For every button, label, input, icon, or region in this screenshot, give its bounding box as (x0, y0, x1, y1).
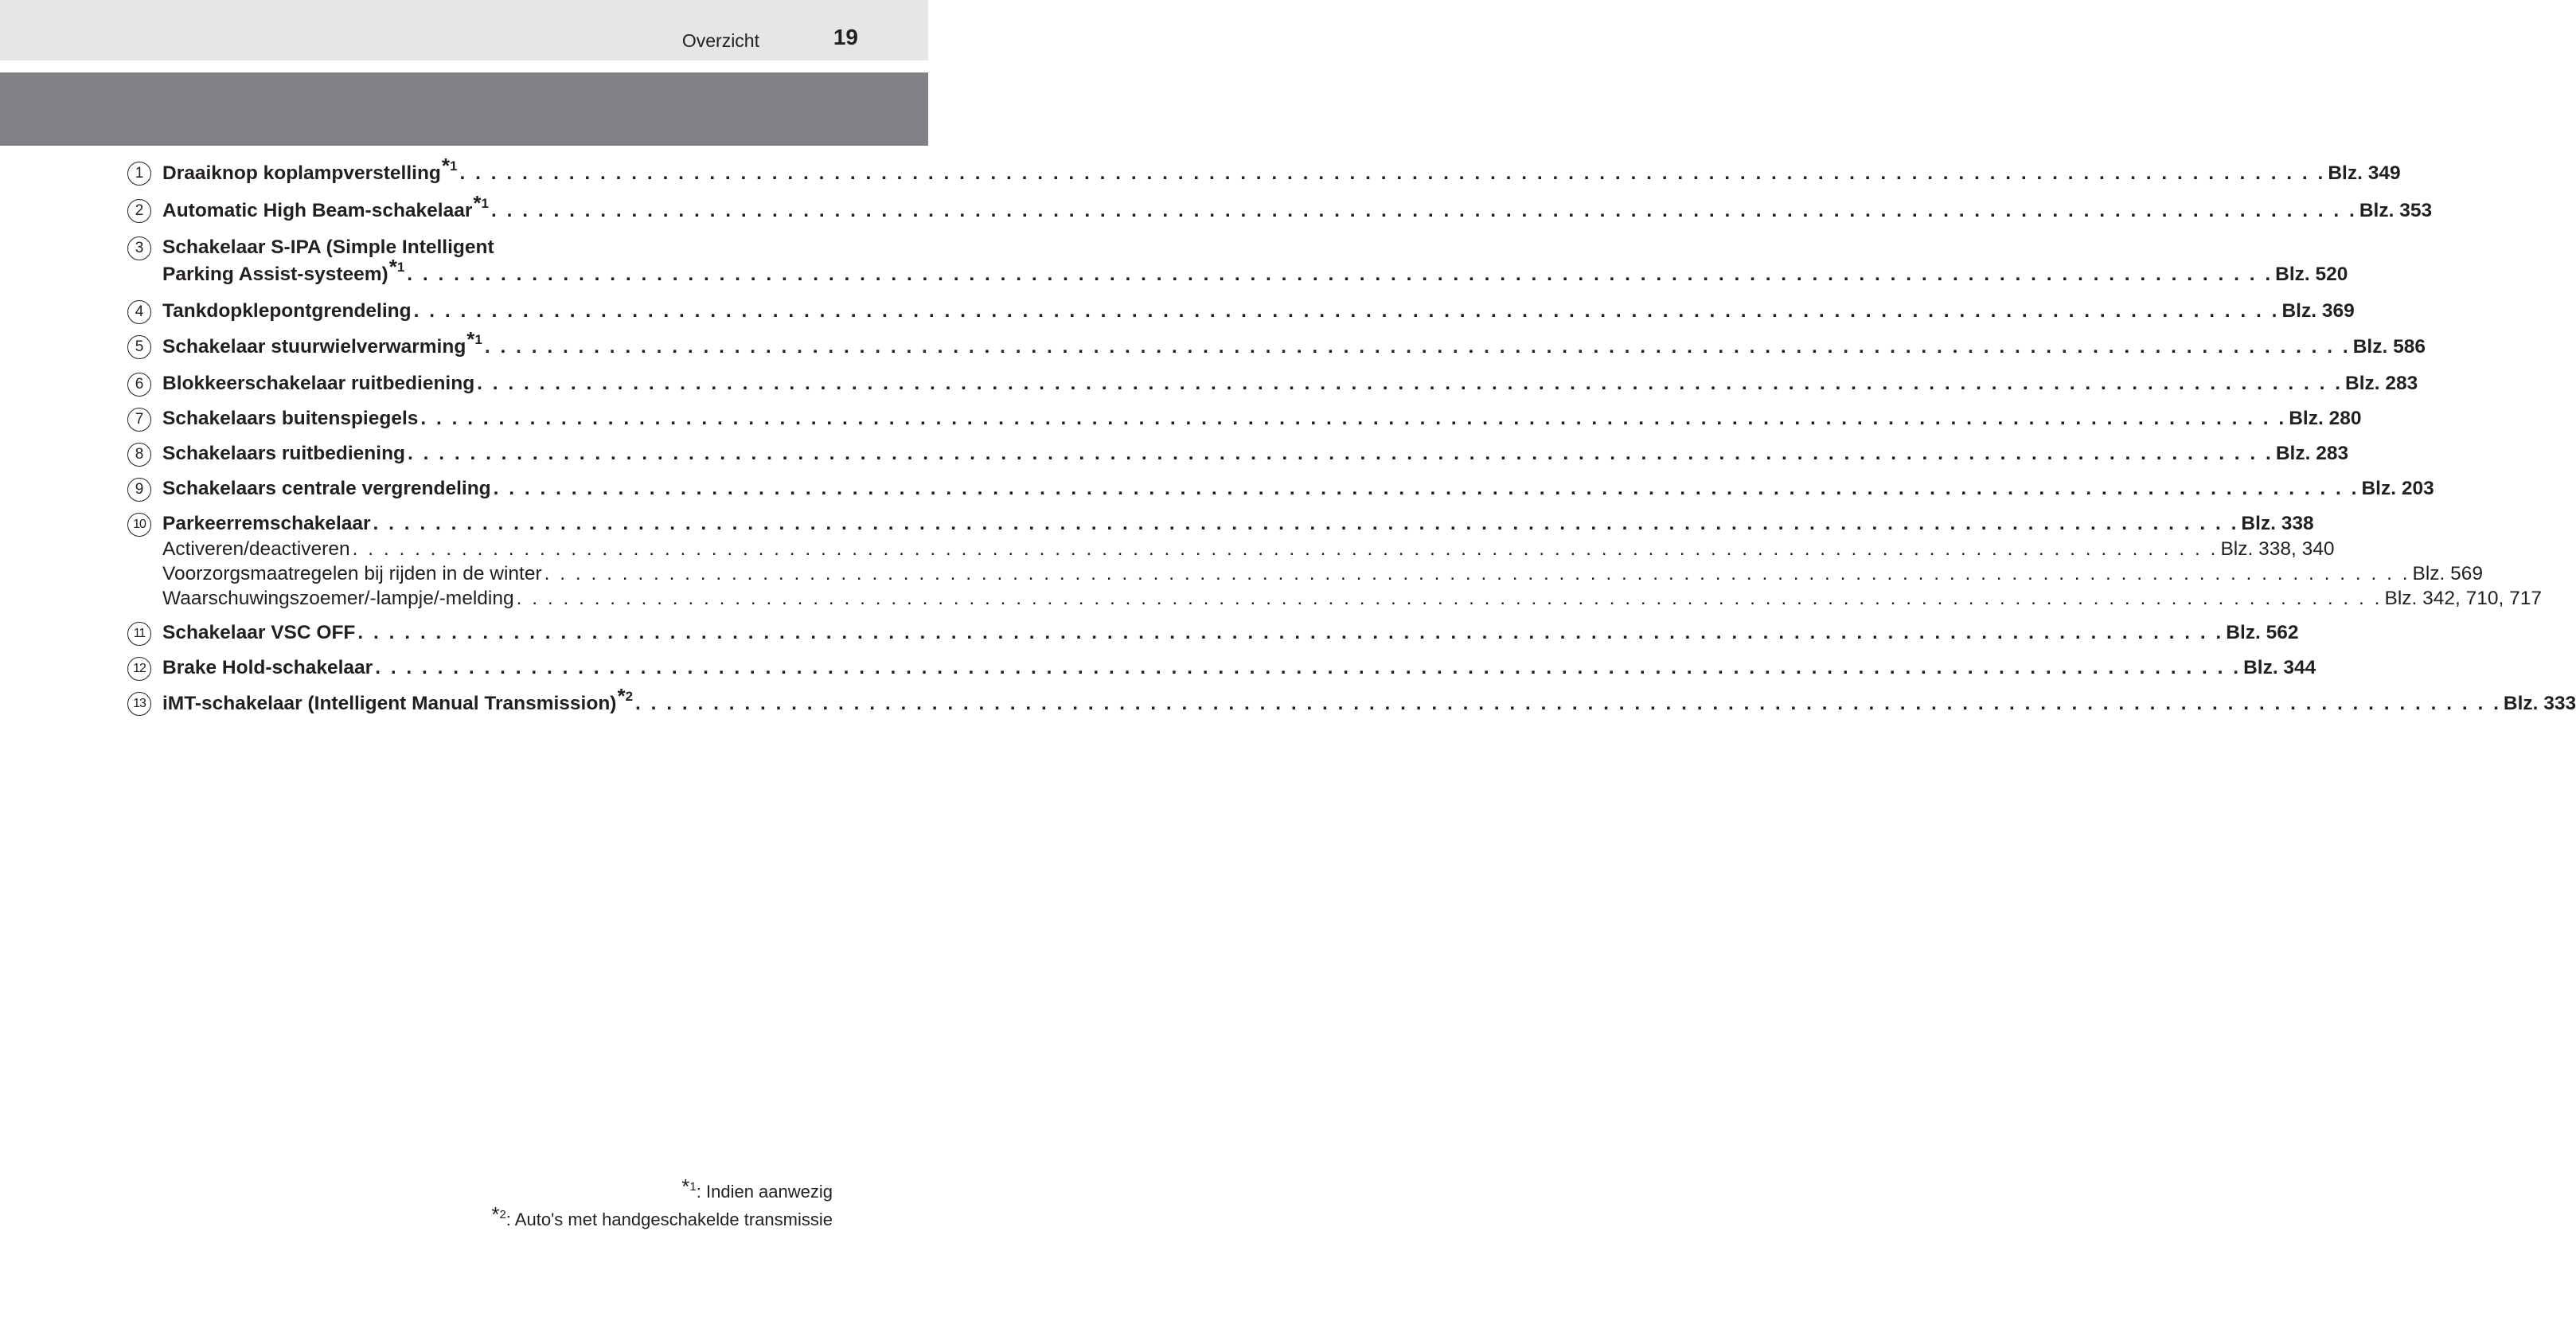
page-reference[interactable]: Blz. 342, 710, 717 (2384, 588, 2542, 609)
page-reference[interactable]: Blz. 586 (2352, 336, 2426, 358)
item-number-circle: 5 (127, 335, 151, 359)
entry-label-text: Schakelaar stuurwielverwarming (162, 336, 466, 358)
entry-line[interactable] (162, 510, 2314, 537)
footnote-marker (473, 191, 489, 215)
footnote-text: : Indien aanwezig (696, 1182, 833, 1202)
item-number-circle: 13 (127, 692, 151, 716)
entry-line (162, 234, 796, 260)
entry-label (162, 510, 371, 537)
entry-label-text: Tankdopklepontgrendeling (162, 300, 412, 322)
dot-leader: . . . . . . . . . . . . . . . . . . . . . . . . . . . . . . . . . . . . . . . . . . . . . . . . . . . . . . . . . . . . . . . . . . . . . . . . . . . . . . . . . . . . . . . . . . . . . . . . . . . . . . . . . . . . . . . . . . . . . . . . (459, 162, 2326, 184)
entry-label-text: Automatic High Beam-schakelaar (162, 200, 473, 221)
dot-leader: . . . . . . . . . . . . . . . . . . . . . . . . . . . . . . . . . . . . . . . . . . . . . . . . . . . . . . . . . . . . . . . . . . . . . . . . . . . . . . . . . . . . . . . . . . . . . . . . . . . . . . . . . . . . . . . . . . . . . . . . (516, 588, 2383, 609)
entry-label-text: Schakelaars buitenspiegels (162, 408, 419, 429)
item-number-circle: 1 (127, 162, 151, 186)
toc-entry (127, 234, 2348, 289)
entry-line[interactable] (162, 154, 2401, 188)
page-reference[interactable]: Blz. 333 (2503, 693, 2576, 714)
entry-label-text: Voorzorgsmaatregelen bij rijden in de winter (162, 563, 542, 584)
entry-label (162, 475, 491, 502)
page-reference[interactable]: Blz. 569 (2412, 563, 2484, 584)
footnote-mark (491, 1202, 506, 1226)
asterisk: * (473, 191, 482, 215)
entry-label-text: Draaiknop koplampverstelling (162, 162, 441, 184)
toc-entry (127, 619, 2299, 646)
toc-entry (127, 684, 2576, 718)
footnote-mark (681, 1174, 697, 1198)
item-number-circle: 11 (127, 622, 151, 646)
asterisk: * (681, 1174, 690, 1198)
entry-label-text: Parking Assist-systeem) (162, 264, 388, 285)
page-reference[interactable]: Blz. 369 (2281, 300, 2355, 322)
dot-leader: . . . . . . . . . . . . . . . . . . . . . . . . . . . . . . . . . . . . . . . . . . . . . . . . . . . . . . . . . . . . . . . . . . . . . . . . . . . . . . . . . . . . . . . . . . . . . . . . . . . . . . . . . . . . . . . . . . . . . . . . (635, 693, 2501, 714)
entry-label-text: Schakelaars ruitbediening (162, 443, 405, 464)
page-reference[interactable]: Blz. 344 (2243, 657, 2316, 678)
entry-label-text: Schakelaar S-IPA (Simple Intelligent (162, 236, 494, 258)
page-reference[interactable]: Blz. 283 (2345, 373, 2418, 394)
footnote (491, 1174, 833, 1206)
toc-entry (127, 405, 2362, 432)
dot-leader: . . . . . . . . . . . . . . . . . . . . . . . . . . . . . . . . . . . . . . . . . . . . . . . . . . . . . . . . . . . . . . . . . . . . . . . . . . . . . . . . . . . . . . . . . . . . . . . . . . . . . . . . . . . . . . . . . . . . . . . . (544, 563, 2410, 584)
page-reference[interactable]: Blz. 353 (2359, 200, 2433, 221)
item-number-circle: 12 (127, 657, 151, 681)
dot-leader: . . . . . . . . . . . . . . . . . . . . . . . . . . . . . . . . . . . . . . . . . . . . . . . . . . . . . . . . . . . . . . . . . . . . . . . . . . . . . . . . . . . . . . . . . . . . . . . . . . . . . . . . . . . . . . . . . . . . . . . . (357, 622, 2224, 643)
footnote-marker (617, 684, 634, 708)
toc-entry (127, 655, 2316, 681)
entry-line[interactable] (162, 655, 2316, 681)
footnote-text: : Auto's met handgeschakelde transmissie (505, 1210, 833, 1229)
entry-label-text: Waarschuwingszoemer/-lampje/-melding (162, 588, 514, 609)
dot-leader: . . . . . . . . . . . . . . . . . . . . . . . . . . . . . . . . . . . . . . . . . . . . . . . . . . . . . . . . . . . . . . . . . . . . . . . . . . . . . . . . . . . . . . . . . . . . . . . . . . . . . . . . . . . . . . . . . . . . . . . . (408, 443, 2274, 464)
footnote-number: 2 (499, 1208, 506, 1221)
footnote-number: 1 (396, 260, 405, 275)
page-reference[interactable]: Blz. 562 (2226, 622, 2299, 643)
entry-label (162, 255, 405, 289)
footnote-number: 1 (474, 332, 482, 347)
page-reference[interactable]: Blz. 203 (2361, 478, 2434, 499)
dot-leader: . . . . . . . . . . . . . . . . . . . . . . . . . . . . . . . . . . . . . . . . . . . . . . . . . . . . . . . . . . . . . . . . . . . . . . . . . . . . . . . . . . . . . . . . . . . . . . . . . . . . . . . . . . . . . . . . . . . . . . . . (413, 300, 2280, 322)
entry-label-text: Parkeerremschakelaar (162, 513, 371, 534)
asterisk: * (617, 684, 626, 708)
footnote-number: 1 (481, 196, 489, 211)
footnote-number: 1 (450, 158, 458, 174)
entry-line[interactable] (162, 191, 2433, 225)
sub-entry-line[interactable] (162, 586, 2542, 611)
footnotes (491, 1174, 833, 1234)
entry-line[interactable] (162, 327, 2426, 361)
entry-label-text: Brake Hold-schakelaar (162, 657, 373, 678)
entry-line[interactable] (162, 255, 2348, 289)
toc-entry (127, 154, 2401, 188)
entry-label (162, 440, 405, 467)
section-banner (0, 72, 928, 146)
entry-label (162, 537, 350, 561)
entry-label-text: Schakelaar VSC OFF (162, 622, 356, 643)
item-number-circle: 8 (127, 443, 151, 467)
toc-entry (127, 370, 2418, 397)
entry-label-text: Blokkeerschakelaar ruitbediening (162, 373, 475, 394)
toc-entry (127, 510, 2542, 611)
page-reference[interactable]: Blz. 338 (2241, 513, 2314, 534)
dot-leader: . . . . . . . . . . . . . . . . . . . . . . . . . . . . . . . . . . . . . . . . . . . . . . . . . . . . . . . . . . . . . . . . . . . . . . . . . . . . . . . . . . . . . . . . . . . . . . . . . . . . . . . . . . . . . . . . . . . . . . . . (477, 373, 2344, 394)
dot-leader: . . . . . . . . . . . . . . . . . . . . . . . . . . . . . . . . . . . . . . . . . . . . . . . . . . . . . . . . . . . . . . . . . . . . . . . . . . . . . . . . . . . . . . . . . . . . . . . . . . . . . . . . . . . . . . . . . . . . . . . . (493, 478, 2359, 499)
item-number-circle: 2 (127, 199, 151, 223)
footnote-marker (441, 154, 458, 178)
entry-label (162, 298, 412, 324)
header-band (0, 0, 928, 62)
entry-line[interactable] (162, 475, 2434, 502)
entry-line[interactable] (162, 440, 2349, 467)
page-reference[interactable]: Blz. 283 (2275, 443, 2349, 464)
entry-line[interactable] (162, 684, 2576, 718)
entry-label (162, 405, 418, 432)
entry-line[interactable] (162, 298, 2355, 324)
entry-label (162, 154, 458, 188)
entry-line[interactable] (162, 619, 2299, 646)
page-reference[interactable]: Blz. 338, 340 (2220, 538, 2335, 560)
toc-entry (127, 475, 2434, 502)
entry-label-text: Schakelaars centrale vergrendeling (162, 478, 491, 499)
item-number-circle: 3 (127, 236, 151, 260)
entry-label (162, 655, 373, 681)
asterisk: * (466, 327, 475, 351)
sub-entry-line[interactable] (162, 537, 2335, 561)
dot-leader: . . . . . . . . . . . . . . . . . . . . . . . . . . . . . . . . . . . . . . . . . . . . . . . . . . . . . . . . . . . . . . . . . . . . . . . . . . . . . . . . . . . . . . . . . . . . . . . . . . . . . . . . . . . . . . . . . . . . . . . . (352, 538, 2219, 560)
toc-entry (127, 440, 2349, 467)
entry-label (162, 684, 634, 718)
entry-label (162, 327, 482, 361)
item-number-circle: 7 (127, 408, 151, 432)
section-title: Overzicht (681, 30, 759, 51)
footnote-marker (388, 255, 405, 279)
entry-label-text: Activeren/deactiveren (162, 538, 350, 560)
footnote-marker (466, 327, 482, 351)
page-reference[interactable]: Blz. 280 (2289, 408, 2362, 429)
item-number-circle: 9 (127, 478, 151, 502)
toc-entry (127, 191, 2433, 225)
asterisk: * (441, 154, 451, 178)
dot-leader: . . . . . . . . . . . . . . . . . . . . . . . . . . . . . . . . . . . . . . . . . . . . . . . . . . . . . . . . . . . . . . . . . . . . . . . . . . . . . . . . . . . . . . . . . . . . . . . . . . . . . . . . . . . . . . . . . . . . . . . . (375, 657, 2242, 678)
entry-label (162, 191, 489, 225)
entry-label (162, 619, 355, 646)
item-number-circle: 4 (127, 300, 151, 324)
footnote (491, 1202, 833, 1234)
entry-line[interactable] (162, 370, 2418, 397)
dot-leader: . . . . . . . . . . . . . . . . . . . . . . . . . . . . . . . . . . . . . . . . . . . . . . . . . . . . . . . . . . . . . . . . . . . . . . . . . . . . . . . . . . . . . . . . . . . . . . . . . . . . . . . . . . . . . . . . . . . . . . . . (484, 336, 2351, 358)
entry-label-text: iMT-schakelaar (Intelligent Manual Transmission) (162, 693, 617, 714)
asterisk: * (491, 1202, 500, 1226)
footnote-number: 2 (625, 689, 634, 704)
sub-entry-line[interactable] (162, 561, 2484, 586)
page-reference[interactable]: Blz. 520 (2275, 264, 2348, 285)
item-number-circle: 6 (127, 373, 151, 397)
asterisk: * (388, 255, 397, 279)
dot-leader: . . . . . . . . . . . . . . . . . . . . . . . . . . . . . . . . . . . . . . . . . . . . . . . . . . . . . . . . . . . . . . . . . . . . . . . . . . . . . . . . . . . . . . . . . . . . . . . . . . . . . . . . . . . . . . . . . . . . . . . . (407, 264, 2274, 285)
entry-label (162, 370, 474, 397)
page-number: 19 (833, 25, 858, 49)
toc-entry (127, 298, 2355, 324)
entry-label (162, 561, 542, 586)
item-number-circle: 10 (127, 513, 151, 537)
entry-label (162, 586, 514, 611)
footnote-number: 1 (689, 1180, 697, 1194)
dot-leader: . . . . . . . . . . . . . . . . . . . . . . . . . . . . . . . . . . . . . . . . . . . . . . . . . . . . . . . . . . . . . . . . . . . . . . . . . . . . . . . . . . . . . . . . . . . . . . . . . . . . . . . . . . . . . . . . . . . . . . . . (491, 200, 2357, 221)
dot-leader: . . . . . . . . . . . . . . . . . . . . . . . . . . . . . . . . . . . . . . . . . . . . . . . . . . . . . . . . . . . . . . . . . . . . . . . . . . . . . . . . . . . . . . . . . . . . . . . . . . . . . . . . . . . . . . . . . . . . . . . . (420, 408, 2287, 429)
dot-leader: . . . . . . . . . . . . . . . . . . . . . . . . . . . . . . . . . . . . . . . . . . . . . . . . . . . . . . . . . . . . . . . . . . . . . . . . . . . . . . . . . . . . . . . . . . . . . . . . . . . . . . . . . . . . . . . . . . . . . . . . (373, 513, 2239, 534)
table-of-contents (127, 154, 2576, 727)
entry-line[interactable] (162, 405, 2362, 432)
toc-entry (127, 327, 2426, 361)
page-reference[interactable]: Blz. 349 (2328, 162, 2401, 184)
